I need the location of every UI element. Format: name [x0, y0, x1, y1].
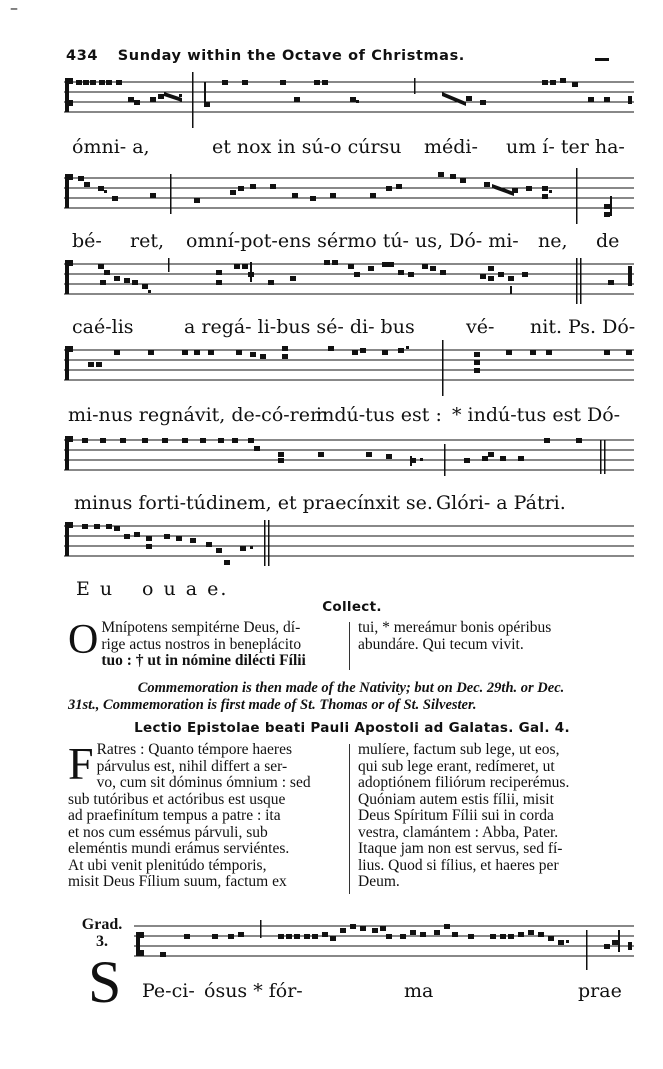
page-number: 434 — [66, 48, 99, 64]
text-line: sub tutóribus et actóribus est usque — [68, 790, 286, 808]
collect-left-column — [68, 617, 344, 670]
column-rule — [349, 622, 350, 670]
epistle-right-column — [358, 742, 634, 891]
text-line: abundáre. Qui tecum vivit. — [358, 635, 524, 653]
chant-staff-5 — [64, 428, 634, 488]
lyric-syllables: indú-tus est : — [316, 404, 442, 426]
collect-dropcap: O — [68, 617, 99, 663]
page-header — [66, 48, 626, 64]
lyric-syllables: Glóri- a Pátri. — [436, 492, 566, 514]
text-line: tuo : † ut in nómine dilécti Fílii — [101, 652, 306, 669]
lyric-syllables: ma — [404, 980, 434, 1002]
epistle-heading: Lectio Epistolae beati Pauli Apostoli ad Galatas. Gal. 4. — [134, 720, 570, 736]
text-line: adoptiónem filiórum reciperémus. — [358, 774, 570, 791]
text-line: mulíere, factum sub lege, ut eos, — [358, 741, 560, 758]
chant-staff-2 — [64, 166, 634, 226]
text-line: vo, cum sit dóminus ómnium : sed — [96, 774, 311, 791]
lyric-syllables: vé- — [466, 316, 495, 338]
lyric-syllables: o u a e. — [142, 578, 229, 600]
chant-staff-6 — [64, 514, 634, 574]
text-line: eleméntis mundi erámus serviéntes. — [68, 840, 290, 857]
lyric-syllables: bé- — [72, 230, 102, 252]
gradual-number: 3. — [96, 933, 108, 950]
lyric-syllables: minus forti-túdinem, et praecínxit se. — [74, 492, 433, 514]
gradual-initial: S — [88, 949, 122, 1015]
epistle-left-column — [68, 738, 344, 891]
lyric-syllables: et nox in sú-o cúrsu — [212, 136, 402, 158]
text-line: et nos cum essémus párvuli, sub — [68, 823, 268, 841]
lyric-syllables: um í- ter ha- — [506, 136, 625, 158]
text-line: Deum. — [358, 873, 400, 890]
commemoration-note — [68, 680, 634, 714]
chant-staff-7 — [134, 912, 634, 972]
lyric-syllables: prae — [578, 980, 622, 1002]
chant-staff-3 — [64, 252, 634, 312]
collect-heading: Collect. — [322, 599, 382, 615]
text-line: Commemoration is then made of the Nativity; but on Dec. 29th. or Dec. — [137, 680, 565, 696]
text-line: 31st., Commemoration is first made of St. Thomas or of St. Silvester. — [68, 697, 477, 713]
text-line: Itaque jam non est servus, sed fí- — [358, 840, 563, 857]
lyric-syllables: ósus * fór- — [204, 980, 303, 1002]
text-line: ad praefinítum tempus a patre : ita — [68, 807, 281, 824]
text-line: rige actus nostros in beneplácito — [101, 635, 302, 653]
chant-staff-1 — [64, 70, 634, 130]
collect-right-column — [358, 620, 634, 653]
page-title: Sunday within the Octave of Christmas. — [117, 48, 465, 64]
lyric-syllables: omní-pot-ens sérmo tú- us, Dó- mi- — [186, 230, 519, 252]
lyric-syllables: Pe-ci- — [142, 980, 195, 1002]
gradual-label-text: Grad. — [81, 916, 123, 933]
margin-dash: – — [10, 0, 18, 17]
text-line: párvulus est, nihil differt a ser- — [96, 757, 288, 775]
text-line: Quóniam autem estis fílii, misit — [358, 790, 554, 808]
epistle-dropcap: F — [68, 738, 94, 789]
lyric-syllables: ómni- a, — [72, 136, 150, 158]
text-line: At ubi venit plenitúdo témporis, — [68, 856, 267, 874]
text-line: vestra, clamántem : Abba, Pater. — [358, 823, 559, 841]
text-line: qui sub lege erant, redímeret, ut — [358, 757, 555, 775]
text-line: misit Deus Fílium suum, factum ex — [68, 873, 287, 890]
lyric-syllables: de — [596, 230, 620, 252]
gradual-label — [72, 916, 132, 950]
lyric-syllables: E u — [76, 578, 115, 600]
lyric-syllables: a regá- li-bus sé- di- bus — [184, 316, 415, 338]
text-line: Deus Spíritum Fílii sui in corda — [358, 807, 554, 824]
text-line: tui, * mereámur bonis opéribus — [358, 619, 552, 636]
text-line: Ratres : Quanto témpore haeres — [96, 741, 292, 758]
lyric-syllables: mi-nus regnávit, de-có-rem — [68, 404, 329, 426]
lyric-syllables: ret, — [130, 230, 165, 252]
chant-staff-4 — [64, 338, 634, 398]
lyric-syllables: nit. Ps. Dó- — [530, 316, 636, 338]
header-custos-mark — [595, 58, 609, 61]
text-line: Mnípotens sempitérne Deus, dí- — [101, 619, 301, 636]
lyric-syllables: médi- — [424, 136, 478, 158]
lyric-syllables: * indú-tus est Dó- — [452, 404, 621, 426]
text-line: lius. Quod si fílius, et haeres per — [358, 856, 559, 874]
column-rule — [349, 744, 350, 894]
lyric-syllables: caé-lis — [72, 316, 134, 338]
lyric-syllables: ne, — [538, 230, 568, 252]
